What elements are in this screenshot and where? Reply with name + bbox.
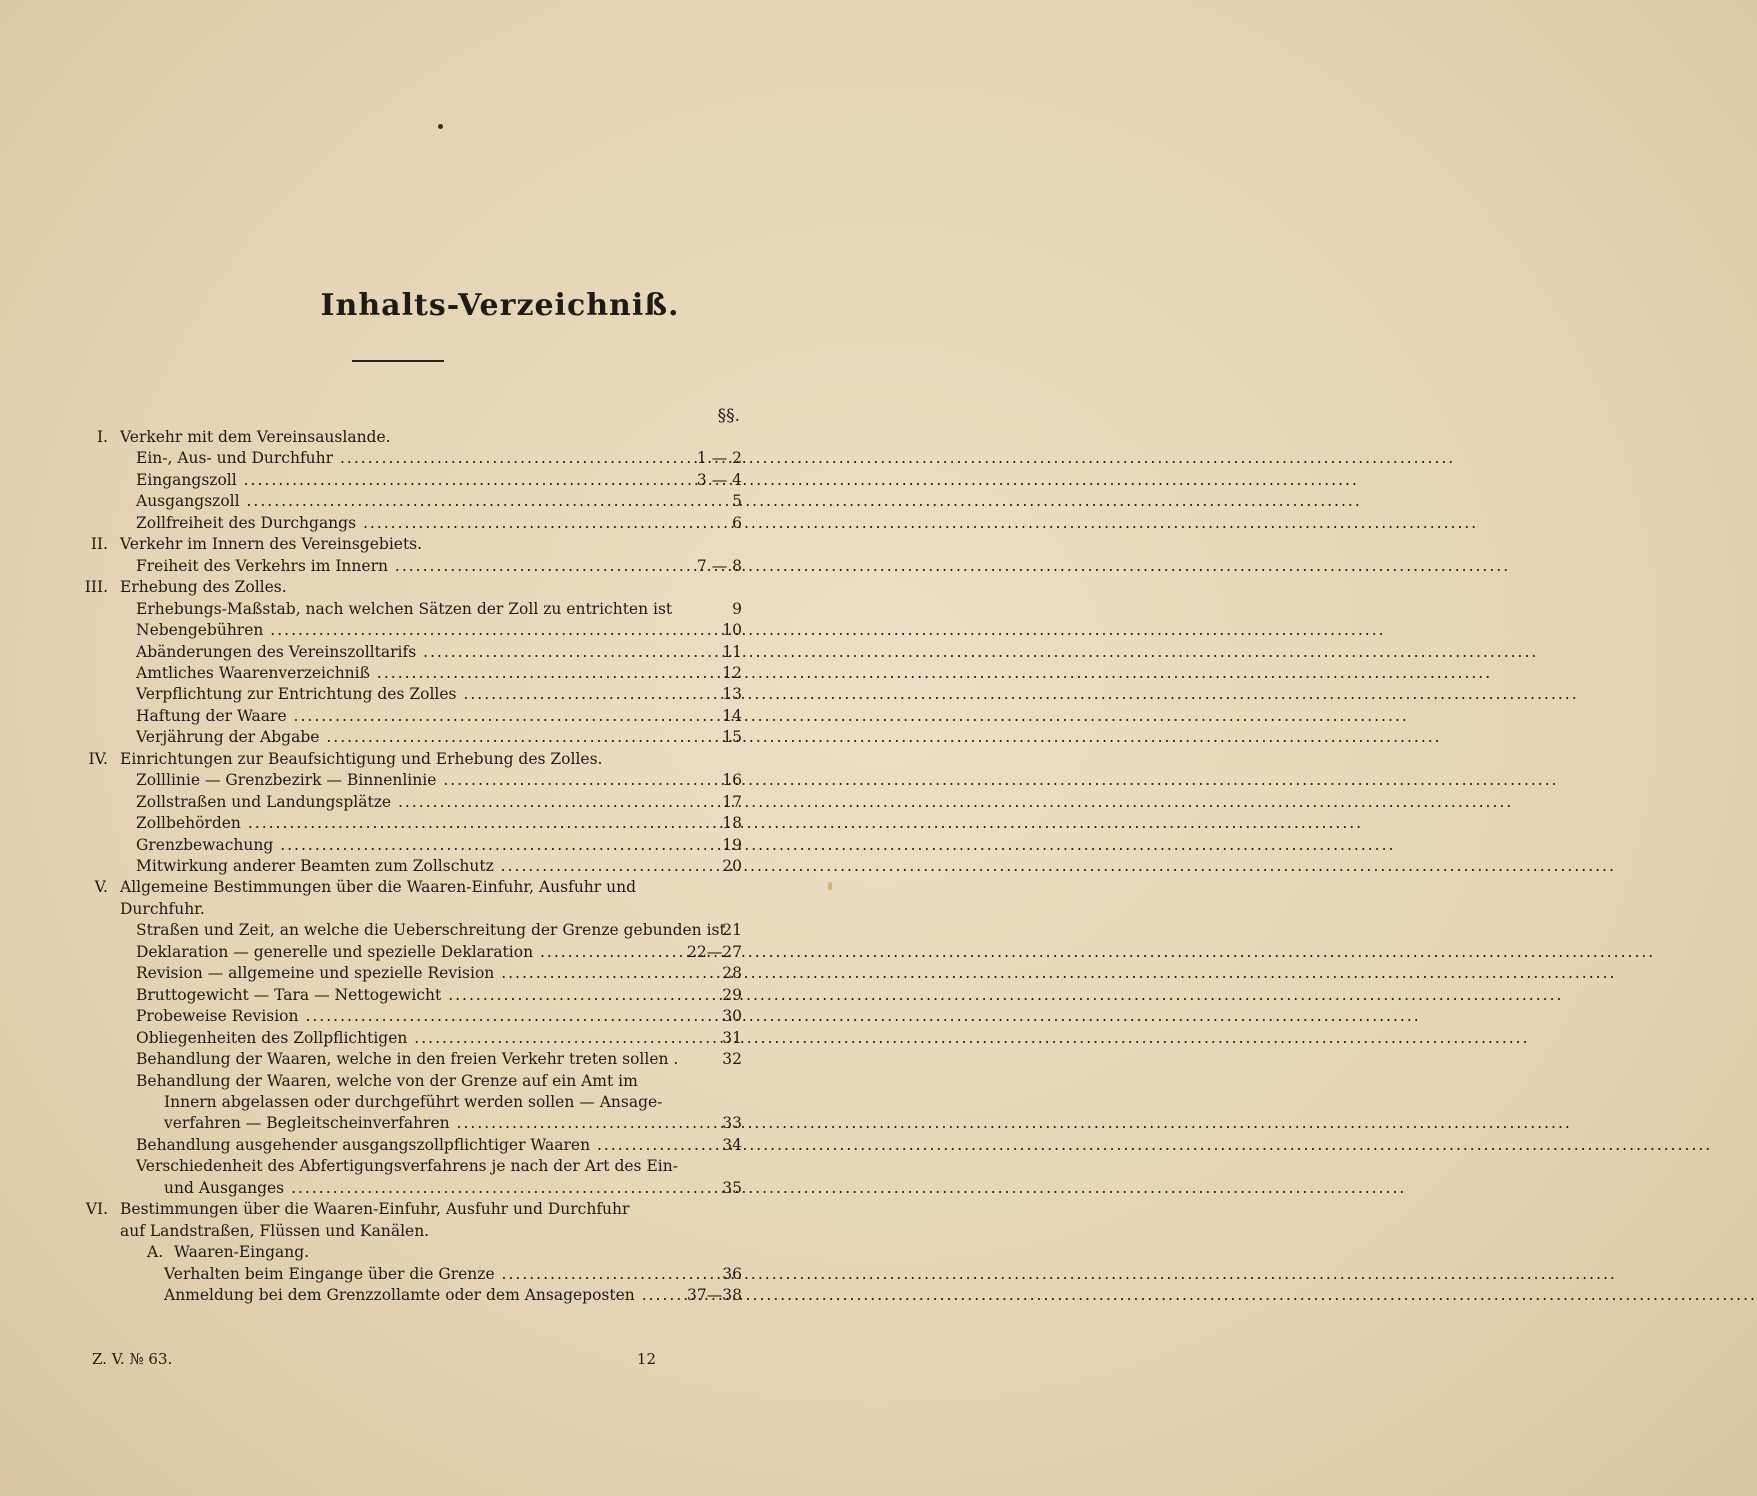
toc-section-number: 6 <box>732 513 742 532</box>
toc-roman-numeral: II. <box>90 535 108 554</box>
toc-row <box>0 598 1000 620</box>
ink-dot <box>438 124 443 129</box>
toc-entry-text <box>120 533 660 555</box>
toc-section-number: 16 <box>722 771 742 790</box>
toc-section-number: 17 <box>722 792 742 811</box>
toc-entry-text <box>136 834 656 856</box>
toc-entry-text <box>136 919 726 941</box>
stain-mark <box>828 882 832 890</box>
toc-row <box>0 555 1000 577</box>
toc-entry-label: Ein-, Aus- und Durchfuhr <box>136 449 334 468</box>
toc-row <box>0 791 1000 813</box>
toc-entry-label: Allgemeine Bestimmungen über die Waaren-Einfuhr, Ausfuhr und <box>120 878 637 897</box>
toc-row <box>0 962 1000 984</box>
toc-row <box>0 662 1000 684</box>
toc-section-number: 34 <box>722 1135 742 1154</box>
toc-entry-text <box>164 1112 656 1134</box>
footer-signature: Z. V. № 63. <box>92 1350 173 1368</box>
toc-entry-label: Bestimmungen über die Waaren-Einfuhr, Ausfuhr und Durchfuhr <box>120 1200 630 1219</box>
toc-section-number: 32 <box>722 1050 742 1069</box>
toc-entry-label: Probeweise Revision <box>136 1007 299 1026</box>
toc-entry-label: Eingangszoll <box>136 470 237 489</box>
toc-roman-numeral: V. <box>94 878 108 897</box>
toc-row <box>0 1220 1000 1242</box>
toc-entry-text <box>136 812 656 834</box>
toc-row <box>0 834 1000 856</box>
toc-entry-text <box>136 469 656 491</box>
toc-roman-numeral: I. <box>96 428 108 446</box>
toc-entry-text <box>136 1070 660 1092</box>
toc-entry-text <box>136 1134 656 1156</box>
toc-row <box>0 748 1000 770</box>
toc-entry-label: Verschiedenheit des Abfertigungsverfahrens je nach der Art des Ein- <box>136 1157 678 1176</box>
toc-entry-text <box>120 576 660 598</box>
toc-entry-text <box>136 1005 656 1027</box>
toc-entry-label: und Ausganges <box>164 1178 285 1197</box>
toc-entry-label: auf Landstraßen, Flüssen und Kanälen. <box>120 1221 430 1240</box>
toc-entry-text <box>136 641 656 663</box>
toc-row <box>0 533 1000 555</box>
toc-row <box>0 898 1000 920</box>
toc-entry-text <box>120 876 660 898</box>
toc-entry-label: Erhebungs-Maßstab, nach welchen Sätzen der Zoll zu entrichten ist <box>136 599 673 618</box>
toc-row <box>0 1198 1000 1220</box>
toc-row <box>0 490 1000 512</box>
toc-entry-text <box>136 791 656 813</box>
toc-row <box>0 683 1000 705</box>
toc-section-number: 37—38 <box>687 1286 742 1304</box>
toc-entry-text <box>164 1284 656 1306</box>
toc-section-number: 13 <box>722 685 742 704</box>
toc-entry-text <box>136 962 656 984</box>
toc-section-number: 1 — 2 <box>696 449 742 468</box>
toc-row <box>0 812 1000 834</box>
toc-entry-label: Behandlung der Waaren, welche von der Grenze auf ein Amt im <box>136 1071 638 1090</box>
toc-entry-text <box>120 1198 660 1220</box>
toc-row <box>0 1263 1000 1285</box>
toc-entry-text <box>136 855 656 877</box>
toc-entry-label: Deklaration — generelle und spezielle Deklaration <box>136 942 534 961</box>
toc-entry-text <box>136 1048 679 1070</box>
toc-row <box>0 919 1000 941</box>
toc-entry-label: Grenzbewachung <box>136 835 274 854</box>
toc-entry-text <box>136 984 656 1006</box>
toc-roman-numeral: III. <box>84 578 108 597</box>
toc-section-number: 19 <box>722 835 742 854</box>
toc-entry-text <box>136 555 656 577</box>
toc-row <box>0 855 1000 877</box>
toc-row <box>0 1112 1000 1134</box>
toc-row <box>0 447 1000 469</box>
toc-entry-label: Revision — allgemeine und spezielle Revision <box>136 964 495 983</box>
toc-row <box>0 876 1000 898</box>
toc-row <box>0 1048 1000 1070</box>
toc-section-number: 35 <box>722 1178 742 1197</box>
toc-entry-text <box>136 1027 656 1049</box>
toc-entry-text <box>120 898 660 920</box>
toc-entry-label: Durchfuhr. <box>120 899 205 918</box>
toc-row <box>0 1005 1000 1027</box>
toc-entry-label: verfahren — Begleitscheinverfahren <box>164 1114 450 1133</box>
toc-entry-label: Einrichtungen zur Beaufsichtigung und Erhebung des Zolles. <box>120 749 603 768</box>
toc-entry-text <box>120 1220 660 1242</box>
toc-row <box>0 512 1000 534</box>
toc-row <box>0 1134 1000 1156</box>
toc-row <box>0 705 1000 727</box>
toc-entry-text <box>120 748 660 770</box>
toc-section-number: 22—27 <box>687 942 742 961</box>
toc-section-number: 33 <box>722 1114 742 1133</box>
toc-entry-label: Zollbehörden <box>136 814 241 833</box>
toc-entry-label: Amtliches Waarenverzeichniß <box>136 663 370 682</box>
toc-entry-text <box>164 1091 663 1113</box>
toc-row <box>0 1155 1000 1177</box>
toc-entry-text <box>164 1263 656 1285</box>
toc-row <box>0 426 1000 448</box>
section-column-header: §§. <box>717 406 740 426</box>
toc-entry-text <box>136 726 656 748</box>
toc-section-number: 7 — 8 <box>696 556 742 575</box>
page-title: Inhalts-Verzeichniß. <box>320 288 680 323</box>
toc-entry-label: Ausgangszoll <box>136 492 240 511</box>
toc-entry-label: Zolllinie — Grenzbezirk — Binnenlinie <box>136 771 437 790</box>
toc-entry-text <box>136 941 656 963</box>
toc-entry-label: Nebengebühren <box>136 621 264 640</box>
toc-roman-numeral: VI. <box>85 1200 108 1219</box>
toc-entry-label: Bruttogewicht — Tara — Nettogewicht <box>136 985 442 1004</box>
toc-entry-text <box>136 683 656 705</box>
toc-section-number: 3 — 4 <box>696 470 742 489</box>
toc-entry-text <box>136 447 656 469</box>
toc-entry-text <box>136 705 656 727</box>
toc-entry-text <box>136 490 656 512</box>
toc-entry-text <box>120 426 660 448</box>
toc-section-number: 29 <box>722 985 742 1004</box>
toc-entry-label: Straßen und Zeit, an welche die Ueberschreitung der Grenze gebunden ist <box>136 921 726 940</box>
toc-row <box>0 1284 1000 1306</box>
toc-section-number: 30 <box>722 1007 742 1026</box>
toc-section-number: 28 <box>722 964 742 983</box>
toc-section-number: 21 <box>722 921 742 940</box>
toc-section-number: 10 <box>722 621 742 640</box>
toc-row <box>0 769 1000 791</box>
toc-row <box>0 984 1000 1006</box>
toc-entry-label: Obliegenheiten des Zollpflichtigen <box>136 1028 408 1047</box>
toc-entry-text <box>136 619 656 641</box>
toc-section-number: 9 <box>732 599 742 618</box>
toc-row <box>0 576 1000 598</box>
toc-entry-text <box>174 1241 660 1263</box>
toc-roman-numeral: IV. <box>88 749 108 768</box>
toc-entry-text <box>164 1177 656 1199</box>
toc-row <box>0 726 1000 748</box>
toc-entry-label: Behandlung ausgehender ausgangszollpflichtiger Waaren <box>136 1135 591 1154</box>
toc-section-number: 20 <box>722 857 742 875</box>
toc-entry-label: Waaren-Eingang. <box>174 1243 310 1262</box>
toc-entry-label: Freiheit des Verkehrs im Innern <box>136 556 388 575</box>
toc-section-number: 12 <box>722 663 742 682</box>
toc-entry-label: Erhebung des Zolles. <box>120 578 287 597</box>
toc-row <box>0 941 1000 963</box>
toc-section-number: 15 <box>722 728 742 747</box>
toc-entry-label: Zollfreiheit des Durchgangs <box>136 513 357 532</box>
toc-entry-label: Verkehr mit dem Vereinsauslande. <box>120 428 391 446</box>
toc-entry-label: Anmeldung bei dem Grenzzollamte oder dem Ansageposten <box>164 1286 635 1304</box>
toc-entry-label: Innern abgelassen oder durchgeführt werden sollen — Ansage- <box>164 1092 663 1111</box>
toc-row <box>0 619 1000 641</box>
toc-subsection-letter: A. <box>147 1243 164 1262</box>
toc-section-number: 14 <box>722 706 742 725</box>
toc-row <box>0 1027 1000 1049</box>
footer-page-number: 12 <box>636 1350 656 1368</box>
toc-entry-text <box>136 662 656 684</box>
toc-entry-label: Haftung der Waare <box>136 706 287 725</box>
toc-section-number: 5 <box>732 492 742 511</box>
title-rule <box>352 360 444 362</box>
toc-entry-label: Abänderungen des Vereinszolltarifs <box>136 642 417 661</box>
toc-entry-text <box>136 769 656 791</box>
toc-row <box>0 1091 1000 1113</box>
toc-entry-text <box>136 512 656 534</box>
toc-entry-label: Verjährung der Abgabe <box>136 728 320 747</box>
toc-entry-text <box>136 598 673 620</box>
toc-row <box>0 1241 1000 1263</box>
toc-entry-label: Verhalten beim Eingange über die Grenze <box>164 1264 495 1283</box>
toc-entry-label: Zollstraßen und Landungsplätze <box>136 792 392 811</box>
toc-row <box>0 1070 1000 1092</box>
toc-row <box>0 1177 1000 1199</box>
toc-entry-label: Behandlung der Waaren, welche in den freien Verkehr treten sollen . <box>136 1050 679 1069</box>
toc-row <box>0 469 1000 491</box>
toc-entry-label: Verpflichtung zur Entrichtung des Zolles <box>136 685 457 704</box>
toc-row <box>0 641 1000 663</box>
toc-entry-label: Mitwirkung anderer Beamten zum Zollschutz <box>136 857 494 875</box>
toc-entry-text <box>136 1155 678 1177</box>
toc-section-number: 18 <box>722 814 742 833</box>
toc-section-number: 31 <box>722 1028 742 1047</box>
toc-section-number: 11 <box>722 642 742 661</box>
toc-section-number: 36 <box>722 1264 742 1283</box>
toc-entry-label: Verkehr im Innern des Vereinsgebiets. <box>120 535 423 554</box>
